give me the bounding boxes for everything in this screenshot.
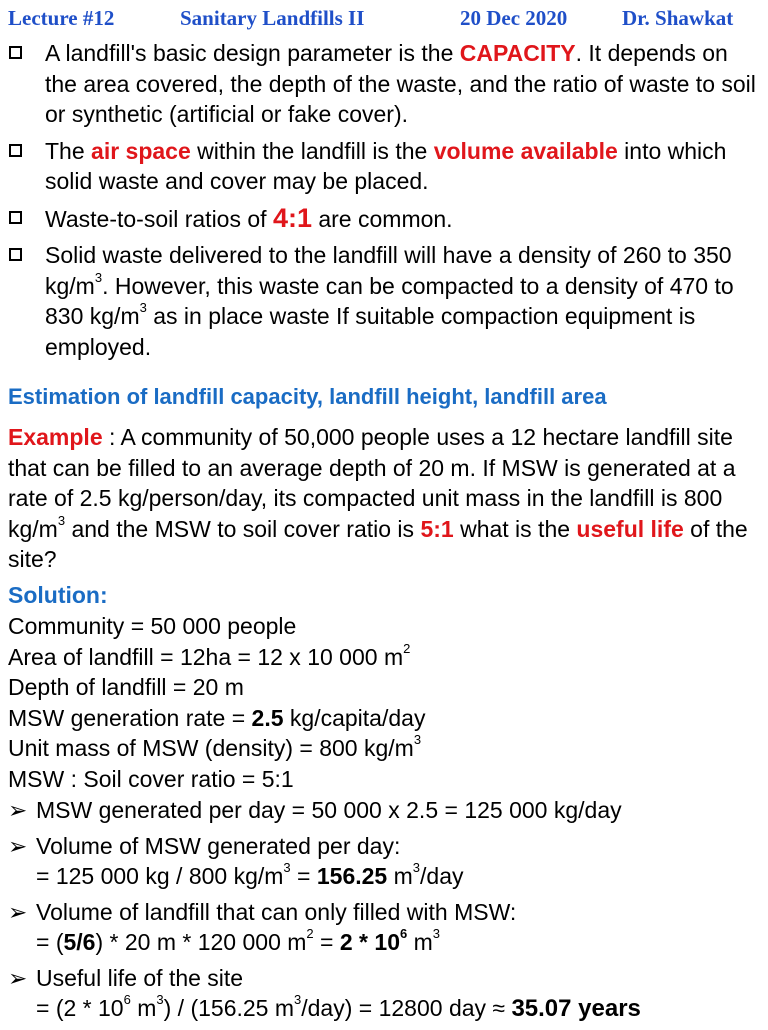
- bullet-text: The: [45, 137, 92, 164]
- bullet-text: A landfill's basic design parameter is the: [45, 40, 460, 66]
- given-ratio: MSW : Soil cover ratio = 5:1: [8, 765, 294, 792]
- air-space-highlight: air space: [91, 137, 191, 164]
- example-text: what is the: [453, 515, 577, 542]
- volume-available-highlight: volume available: [433, 137, 618, 164]
- bullet-list: [8, 38, 764, 368]
- bullet-air-space: [8, 136, 764, 197]
- checkbox-bullet-icon: [9, 144, 22, 157]
- step-title: Useful life of the site: [36, 964, 244, 991]
- eq-text: /day: [420, 863, 464, 889]
- step-useful-life: [8, 963, 764, 1025]
- eq-text: = (: [36, 929, 64, 955]
- useful-life-highlight: useful life: [576, 515, 684, 542]
- bullet-text: Solid waste delivered to the landfill will have a density of 260 to 350 kg/m: [45, 242, 732, 299]
- given-generation-rate: [8, 703, 764, 734]
- result-value: 2 * 10: [339, 929, 400, 955]
- superscript: 3: [94, 269, 103, 285]
- bullet-text: . It depends on the area covered, the depth of the waste, and the ratio of waste to soil or synthetic (artificial or fake cover).: [45, 40, 756, 127]
- arrow-bullet-icon: ➢: [8, 832, 28, 859]
- given-community: Community = 50 000 people: [8, 613, 297, 639]
- superscript: 6: [399, 926, 408, 942]
- superscript: 3: [57, 512, 66, 528]
- given-text: Unit mass of MSW (density) = 800 kg/m: [8, 735, 414, 761]
- superscript: 2: [403, 640, 411, 656]
- bullet-ratio: [8, 203, 764, 235]
- bullet-text: within the landfill is the: [190, 137, 434, 164]
- bullet-text: . However, this waste can be compacted to a density of 470 to 830 kg/m: [45, 272, 734, 329]
- checkbox-bullet-icon: [9, 248, 22, 261]
- example-paragraph: [8, 422, 764, 575]
- fraction-value: 5/6: [63, 929, 96, 955]
- given-unit-mass: [8, 733, 764, 764]
- bullet-text: into which solid waste and cover may be placed.: [45, 137, 727, 194]
- lecture-topic: Sanitary Landfills II: [180, 6, 365, 30]
- lecture-date: 20 Dec 2020: [460, 6, 568, 30]
- arrow-bullet-icon: ➢: [8, 964, 28, 991]
- checkbox-bullet-icon: [9, 211, 22, 224]
- given-text: kg/capita/day: [283, 704, 426, 731]
- example-label: Example: [8, 424, 103, 450]
- bullet-text: as in place waste If suitable compaction equipment is employed.: [45, 303, 696, 360]
- step-equation: [36, 993, 764, 1025]
- eq-text: m: [387, 863, 413, 889]
- given-text: MSW generation rate =: [8, 704, 252, 731]
- arrow-bullet-icon: ➢: [8, 898, 28, 925]
- bullet-text: are common.: [311, 205, 453, 232]
- solution-givens: [8, 611, 764, 794]
- superscript: 2: [306, 926, 314, 942]
- eq-text: ) * 20 m * 120 000 m: [95, 929, 307, 955]
- step-title: Volume of landfill that can only filled with MSW:: [36, 898, 517, 925]
- example-text: : A community of 50,000 people uses a 12 hectare landfill site that can be filled to an average depth of 20 m. If MSW is generated at a rate of 2.5 kg/person/day, its compacted unit mass in the landfill is 800 kg/m: [8, 424, 736, 542]
- superscript: 3: [412, 860, 421, 876]
- bullet-text: Waste-to-soil ratios of: [45, 205, 273, 232]
- bullet-density: [8, 240, 764, 362]
- capacity-highlight: CAPACITY: [459, 40, 576, 66]
- eq-text: m: [407, 929, 433, 955]
- eq-text: = 125 000 kg / 800 kg/m: [36, 863, 284, 889]
- eq-text: =: [313, 929, 340, 955]
- given-area: [8, 642, 764, 673]
- final-result: 35.07 years: [511, 995, 641, 1022]
- lecture-number: Lecture #12: [8, 6, 115, 30]
- result-value: 156.25: [316, 863, 388, 889]
- superscript: 6: [123, 992, 131, 1008]
- example-text: of the site?: [8, 515, 748, 572]
- ratio-highlight: 4:1: [272, 202, 312, 233]
- step-equation: [36, 927, 764, 958]
- given-value: 2.5: [251, 704, 284, 731]
- superscript: 3: [156, 992, 164, 1008]
- calculation-steps: [8, 795, 764, 1030]
- eq-text: = (2 * 10: [36, 995, 124, 1021]
- step-equation: [36, 861, 764, 892]
- solution-title: Solution:: [8, 582, 108, 608]
- step-text: MSW generated per day = 50 000 x 2.5 = 125 000 kg/day: [36, 797, 622, 823]
- superscript: 3: [139, 300, 147, 316]
- superscript: 3: [294, 992, 302, 1008]
- section-heading: Estimation of landfill capacity, landfill height, landfill area: [8, 384, 607, 409]
- superscript: 3: [283, 860, 291, 876]
- bullet-capacity: [8, 38, 764, 130]
- step-msw-per-day: [8, 795, 764, 826]
- given-depth: Depth of landfill = 20 m: [8, 674, 244, 700]
- step-title: Volume of MSW generated per day:: [36, 832, 401, 859]
- example-ratio: 5:1: [420, 515, 454, 542]
- checkbox-bullet-icon: [9, 46, 22, 59]
- lecture-author: Dr. Shawkat: [622, 6, 734, 30]
- lecture-header: [8, 6, 760, 36]
- arrow-bullet-icon: ➢: [8, 797, 28, 823]
- example-text: and the MSW to soil cover ratio is: [65, 515, 421, 542]
- eq-text: ) / (156.25 m: [163, 995, 295, 1021]
- step-landfill-volume: [8, 897, 764, 958]
- eq-text: /day) = 12800 day ≈: [301, 995, 512, 1021]
- superscript: 3: [432, 926, 441, 942]
- step-volume-per-day: [8, 831, 764, 892]
- superscript: 3: [413, 732, 422, 748]
- eq-text: =: [290, 863, 317, 889]
- eq-text: m: [130, 995, 157, 1021]
- given-text: Area of landfill = 12ha = 12 x 10 000 m: [8, 643, 404, 670]
